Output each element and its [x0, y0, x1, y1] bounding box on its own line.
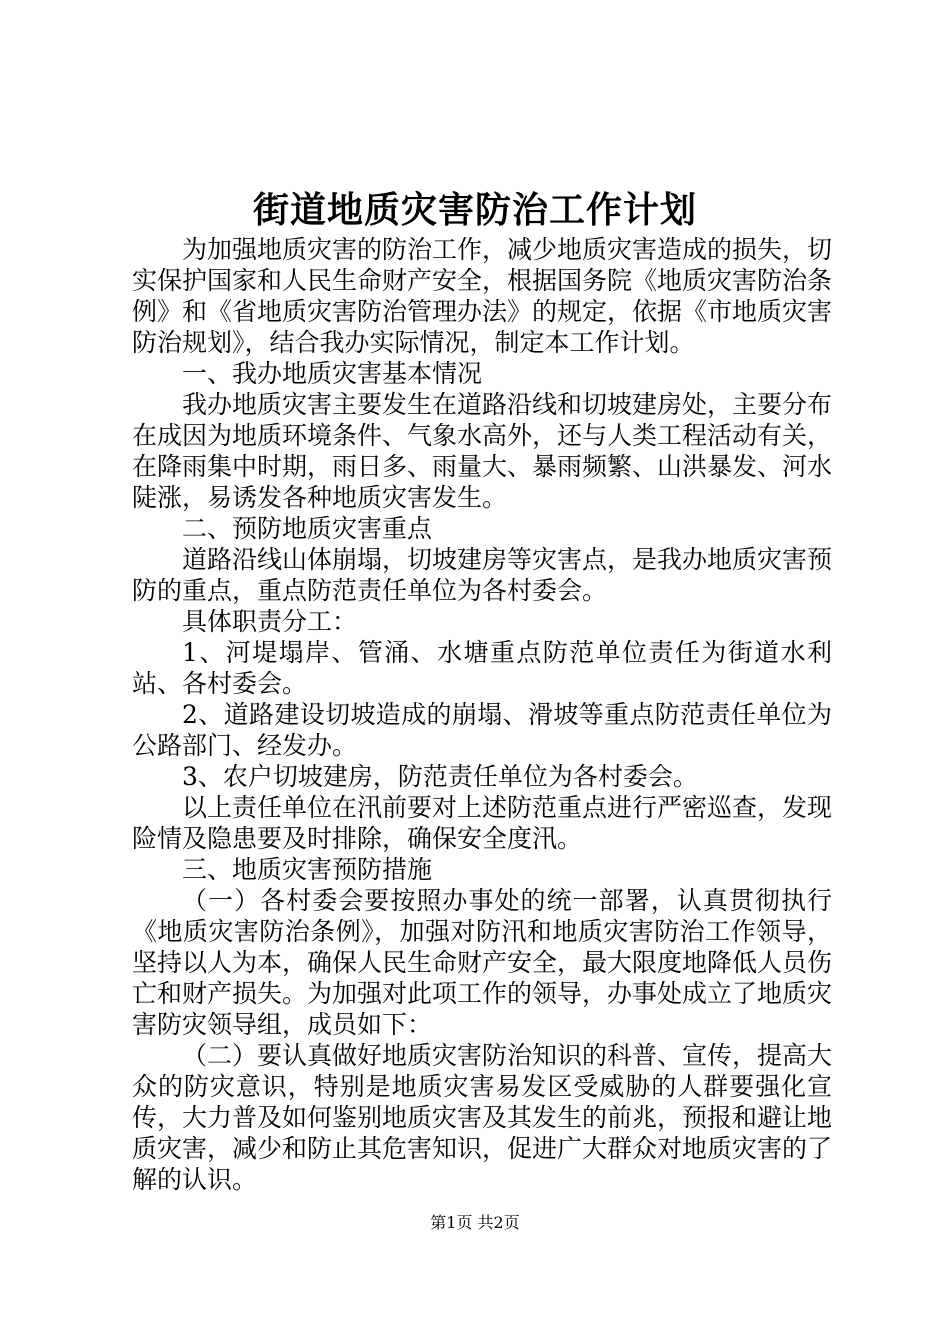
paragraph-duty-heading: 具体职责分工：	[182, 607, 358, 636]
paragraph-duty-2: 2、道路建设切坡造成的崩塌、滑坡等重点防范责任单位为公路部门、经发办。	[132, 700, 832, 760]
document-title: 街道地质灾害防治工作计划	[252, 189, 697, 231]
paragraph-duty-3: 3、农户切坡建房，防范责任单位为各村委会。	[182, 762, 698, 791]
paragraph-prevention-focus: 道路沿线山体崩塌，切坡建房等灾害点，是我办地质灾害预防的重点，重点防范责任单位为各村委会。	[132, 545, 833, 605]
section-heading-2: 二、预防地质灾害重点	[182, 514, 433, 543]
section-heading-3: 三、地质灾害预防措施	[182, 855, 433, 884]
document-body	[132, 234, 832, 1195]
page-indicator: 第1页 共2页	[430, 1213, 520, 1232]
paragraph-inspection: 以上责任单位在汛前要对上述防范重点进行严密巡查，发现险情及隐患要及时排除，确保安全度汛。	[132, 793, 833, 853]
paragraph-measure-1: （一）各村委会要按照办事处的统一部署，认真贯彻执行《地质灾害防治条例》，加强对防汛和地质灾害防治工作领导，坚持以人为本，确保人民生命财产安全，最大限度地降低人员伤亡和财产损失。为加强对此项工作的领导，办事处成立了地质灾害防灾领导组，成员如下：	[132, 886, 833, 1039]
paragraph-intro: 为加强地质灾害的防治工作，减少地质灾害造成的损失，切实保护国家和人民生命财产安全，根据国务院《地质灾害防治条例》和《省地质灾害防治管理办法》的规定，依据《市地质灾害防治规划》，结合我办实际情况，制定本工作计划。	[132, 235, 833, 357]
section-heading-1: 一、我办地质灾害基本情况	[182, 359, 483, 388]
paragraph-basic-situation: 我办地质灾害主要发生在道路沿线和切坡建房处，主要分布在成因为地质环境条件、气象水高外，还与人类工程活动有关，在降雨集中时期，雨日多、雨量大、暴雨频繁、山洪暴发、河水陡涨，易诱发各种地质灾害发生。	[132, 390, 833, 512]
paragraph-measure-2: （二）要认真做好地质灾害防治知识的科普、宣传，提高大众的防灾意识，特别是地质灾害易发区受威胁的人群要强化宣传，大力普及如何鉴别地质灾害及其发生的前兆，预报和避让地质灾害，减少和防止其危害知识，促进广大群众对地质灾害的了解的认识。	[132, 1041, 833, 1194]
paragraph-duty-1: 1、河堤塌岸、管涌、水塘重点防范单位责任为街道水利站、各村委会。	[132, 638, 832, 698]
